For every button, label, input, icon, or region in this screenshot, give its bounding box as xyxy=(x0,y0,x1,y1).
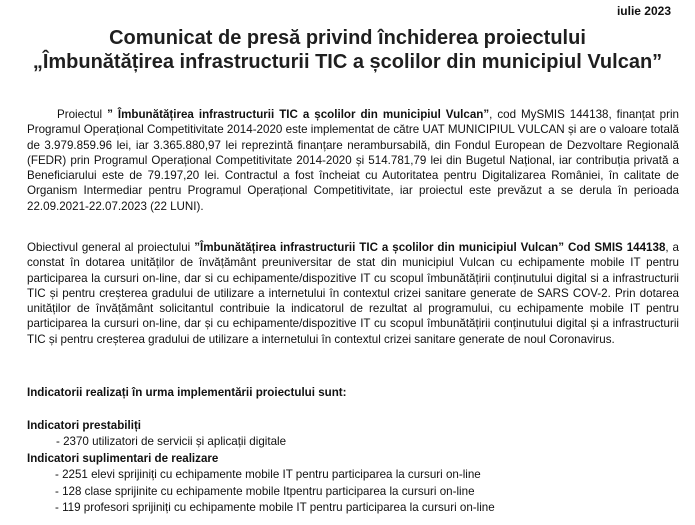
extra-indicator-item: - 119 profesori sprijiniți cu echipamente mobile IT pentru participarea la cursuri on-line xyxy=(55,501,495,514)
paragraph1-project-name: ” Îmbunătățirea infrastructurii TIC a școlilor din municipiul Vulcan” xyxy=(107,108,490,121)
project-title: „Îmbunătățirea infrastructurii TIC a școlilor din municipiul Vulcan” xyxy=(32,51,663,73)
paragraph-general-objective xyxy=(27,240,679,347)
extra-indicator-item: - 128 clase sprijinite cu echipamente mobile Itpentru participarea la cursuri on-line xyxy=(55,485,475,498)
press-release-title: Comunicat de presă privind închiderea proiectului xyxy=(109,27,586,49)
paragraph2-project-name: ”Îmbunătățirea infrastructurii TIC a școlilor din municipiul Vulcan” Cod SMIS 144138 xyxy=(194,241,666,254)
paragraph2-prefix: Obiectivul general al proiectului xyxy=(27,241,195,254)
indicators-heading: Indicatorii realizați în urma implementării proiectului sunt: xyxy=(27,386,347,399)
paragraph1-text: , cod MySMIS 144138, finanțat prin Programul Operațional Competitivitate 2014-2020 este implementat de către UAT MUNICIPIUL VULCAN și are o valoare totală de 3.979.859.96 lei, iar 3.365.880,97 lei reprezintă finanțare nerambursabilă, din Fondul European de Dezvoltare Regională (FEDR) prin Programul Operațional Competitivitate 2014-2020 și 514.781,79 lei din Bugetul Național, iar contribuția privată a Beneficiarului este de 79.197,20 lei. Contractul a fost încheiat cu Autoritatea pentru Digitalizarea României, în calitate de Organism Intermediar pentru Programul Operațional Competitivitate, iar proiectul este prevăzut a se derula în perioada 22.09.2021-22.07.2023 (22 LUNI). xyxy=(27,108,680,213)
preset-indicators-heading: Indicatori prestabiliți xyxy=(27,419,142,432)
paragraph1-prefix: Proiectul xyxy=(57,108,108,121)
extra-indicator-item: - 2251 elevi sprijiniți cu echipamente mobile IT pentru participarea la cursuri on-line xyxy=(55,468,481,481)
paragraph-project-description xyxy=(27,107,679,214)
preset-indicator-item: - 2370 utilizatori de servicii și aplicații digitale xyxy=(56,435,287,448)
paragraph2-text: , a constat în dotarea unităților de învățământ preuniversitar de stat din municipiul Vulcan cu echipamente mobile IT pentru participarea la cursuri on-line, dar si cu echipamente/dispozitive IT cu scopul îmbunătățirii conținutului digital si a infrastructurii TIC și pentru creșterea gradului de utilizare a internetului în contextul crizei sanitare generate de SARS COV-2. Prin dotarea unităților de învățământ solicitantul contribuie la indicatorul de rezultat al programului, cu echipamente mobile IT pentru participarea la cursuri on-line, dar și cu echipamente/dispozitive IT cu scopul îmbunătățirii conținutului digital și a infrastructurii TIC și pentru creșterea gradului de utilizare a internetului în contextul crizei sanitare generate de noul Coronavirus. xyxy=(27,241,680,346)
extra-indicators-heading: Indicatori suplimentari de realizare xyxy=(27,452,219,465)
document-date: iulie 2023 xyxy=(616,4,671,18)
